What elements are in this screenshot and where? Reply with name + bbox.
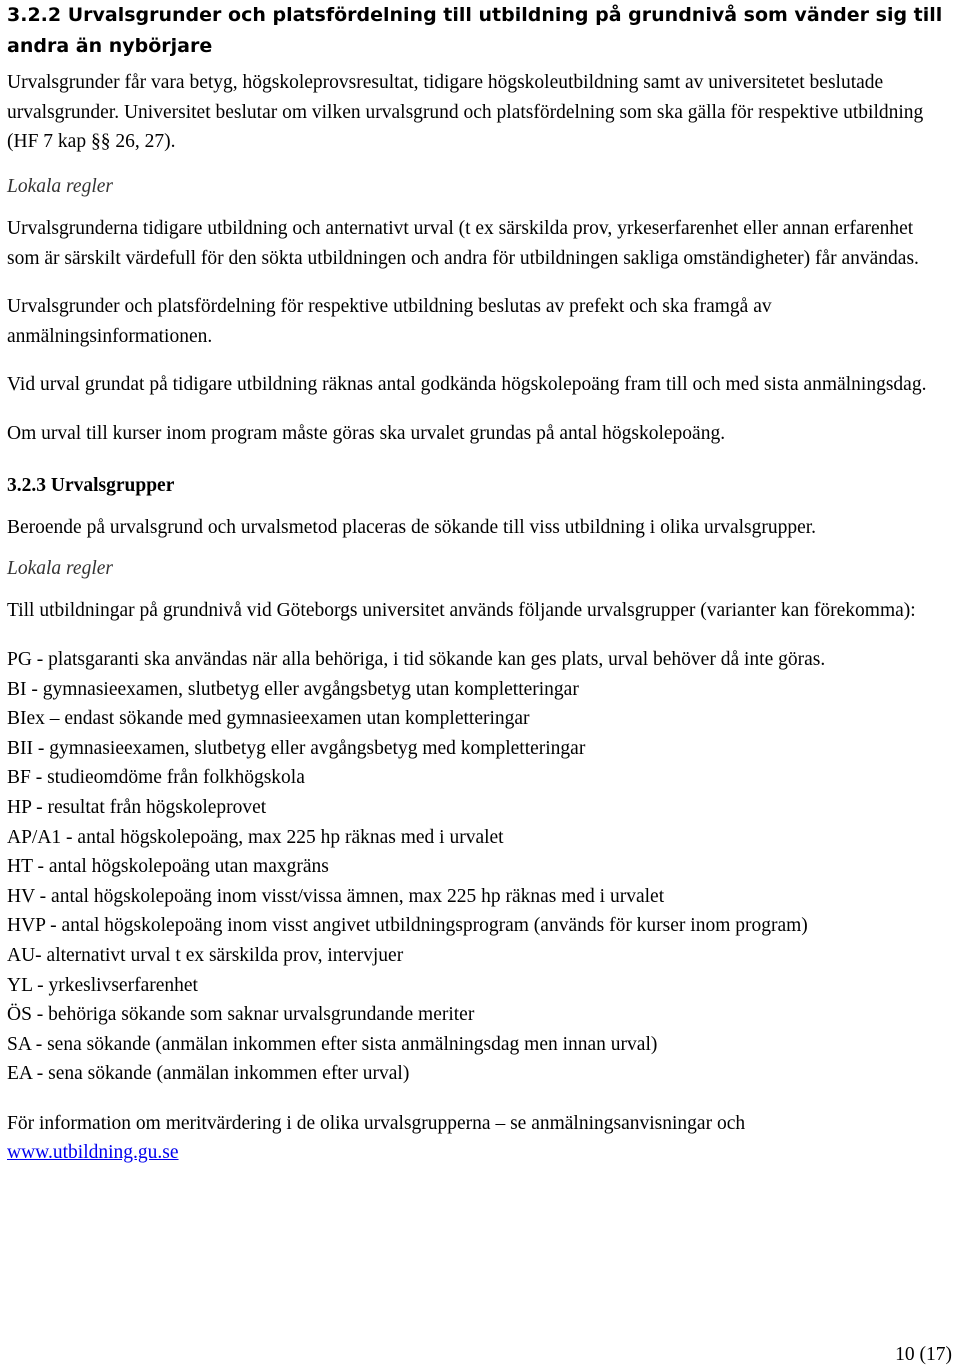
paragraph: Om urval till kurser inom program måste göras ska urvalet grundas på antal högskolepoäng.: [7, 422, 726, 444]
list-item: YL - yrkeslivserfarenhet: [7, 974, 198, 996]
list-item: SA - sena sökande (anmälan inkommen efter sista anmälningsdag men innan urval): [7, 1033, 658, 1055]
list-item: BF - studieomdöme från folkhögskola: [7, 767, 305, 789]
list-item: BII - gymnasieexamen, slutbetyg eller avgångsbetyg med kompletteringar: [7, 737, 586, 759]
info-text: För information om meritvärdering i de olika urvalsgrupperna – se anmälningsanvisningar och: [7, 1112, 746, 1134]
list-item: EA - sena sökande (anmälan inkommen efter urval): [7, 1063, 410, 1085]
list-item: HP - resultat från högskoleprovet: [7, 796, 267, 818]
list-item: AP/A1 - antal högskolepoäng, max 225 hp räknas med i urvalet: [7, 826, 504, 848]
paragraph: Urvalsgrunderna tidigare utbildning och anternativt urval (t ex särskilda prov, yrkeserfarenhet eller annan erfarenhet som är särskilt värdefull för den sökta utbildningen och andra för utbildningen sakliga omständigheter) får användas.: [7, 218, 919, 269]
paragraph: Vid urval grundat på tidigare utbildning räknas antal godkända högskolepoäng fram till och med sista anmälningsdag.: [7, 374, 927, 395]
list-item: AU- alternativt urval t ex särskilda prov, intervjuer: [7, 944, 404, 966]
list-item: HV - antal högskolepoäng inom visst/vissa ämnen, max 225 hp räknas med i urvalet: [7, 885, 665, 907]
list-item: HVP - antal högskolepoäng inom visst angivet utbildningsprogram (används för kurser inom program): [7, 915, 808, 937]
list-item: BI - gymnasieexamen, slutbetyg eller avgångsbetyg utan kompletteringar: [7, 678, 579, 700]
selection-group-list: [7, 645, 947, 1089]
list-item: BIex – endast sökande med gymnasieexamen utan kompletteringar: [7, 708, 530, 730]
utbildning-link[interactable]: www.utbildning.gu.se: [7, 1142, 179, 1164]
local-rules-label: Lokala regler: [7, 558, 113, 579]
page-number: 10 (17): [895, 1344, 952, 1365]
paragraph: Till utbildningar på grundnivå vid Göteborgs universitet används följande urvalsgrupper (varianter kan förekomma):: [7, 599, 916, 621]
document-page: [7, 0, 947, 1168]
list-item: HT - antal högskolepoäng utan maxgräns: [7, 856, 329, 878]
section-heading-3-2-2: 3.2.2 Urvalsgrunder och platsfördelning till utbildning på grundnivå som vänder sig till andra än nybörjare: [7, 4, 943, 57]
paragraph: Urvalsgrunder får vara betyg, högskoleprovsresultat, tidigare högskoleutbildning samt av universitetet beslutade urvalsgrunder. Universitet beslutar om vilken urvalsgrund och platsfördelning som ska gälla för respektive utbildning (HF 7 kap §§ 26, 27).: [7, 72, 924, 152]
section-heading-3-2-3: 3.2.3 Urvalsgrupper: [7, 475, 175, 496]
page-footer: [0, 1343, 960, 1367]
paragraph: Beroende på urvalsgrund och urvalsmetod placeras de sökande till viss utbildning i olika urvalsgrupper.: [7, 516, 817, 538]
list-item: PG - platsgaranti ska användas när alla behöriga, i tid sökande kan ges plats, urval behöver då inte göras.: [7, 649, 826, 670]
local-rules-label: Lokala regler: [7, 175, 113, 197]
list-item: ÖS - behöriga sökande som saknar urvalsgrundande meriter: [7, 1004, 475, 1026]
info-paragraph: [7, 1109, 947, 1168]
paragraph: Urvalsgrunder och platsfördelning för respektive utbildning beslutas av prefekt och ska framgå av anmälningsinformationen.: [7, 296, 772, 347]
